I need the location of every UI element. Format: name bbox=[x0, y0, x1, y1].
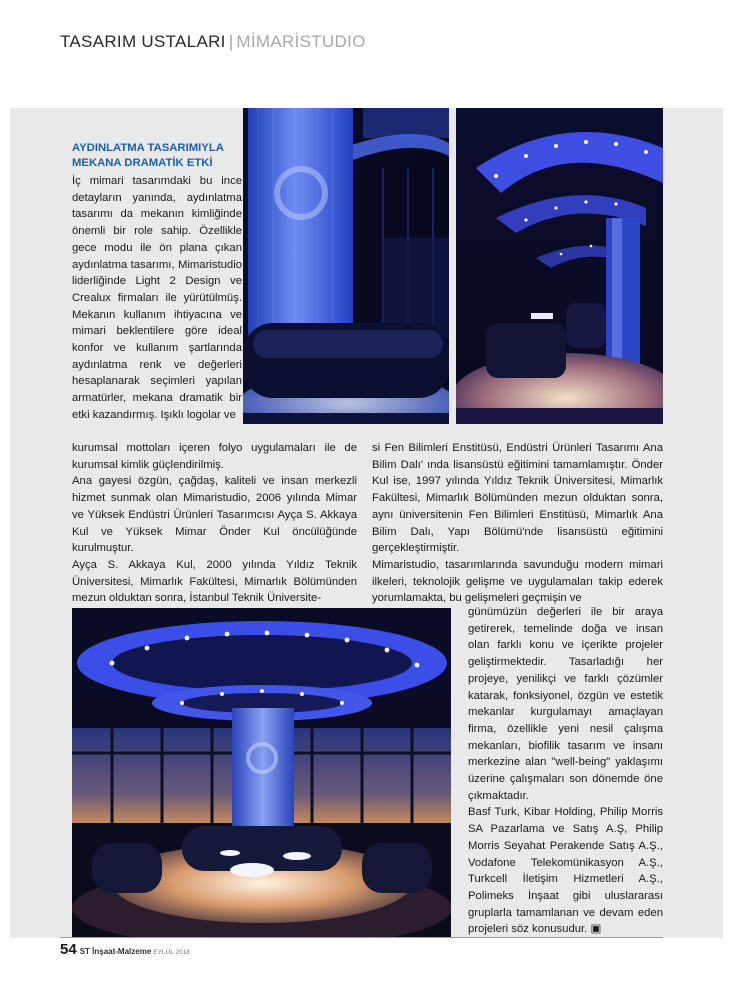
text-column-right-bottom bbox=[468, 604, 663, 938]
text-column-left-bottom bbox=[72, 440, 357, 607]
end-mark-icon: ▣ bbox=[590, 923, 602, 936]
paragraph: günümüzün değerleri ile bir araya getirerek, temelinde doğa ve insan olan farklı konu ve içerikte projeler geliştirmektedir. Tasarladığı her projeye, yenilikçi ve farklı çözümler katarak, fonksiyonel, özgün ve estetik mekanlar kurgulamayı amaçlayan firma, özellikle yeni nesil çalışma mekanları, biofilik tasarım ve insanı merkezine alan "well-being" yaklaşımı üzerine çalışmaları son dönemde öne çıkmaktadır. bbox=[468, 606, 663, 802]
paragraph: si Fen Bilimleri Enstitüsü, Endüstri Ürünleri Tasarımı Ana Bilim Dalı' ında lisansüstü eğitimini tamamlamıştır. Önder Kul ise, 1997 yılında Yıldız Teknik Üniversitesi, Mimarlık Fakültesi, Mimarlık Bölümünden mezun olduktan sonra, aynı üniversitenin Fen Bilimleri Enstitüsü, Mimarlık Ana Bilim Dalı, Yapı Bölümü'nde lisansüstü eğitimini gerçekleştirmiştir. bbox=[372, 442, 663, 555]
magazine-name: ST İnşaat-Malzeme bbox=[79, 947, 152, 956]
header-separator: | bbox=[228, 32, 234, 51]
paragraph: kurumsal mottoları içeren folyo uygulamaları ile de kurumsal kimlik güçlendirilmiş. bbox=[72, 442, 357, 471]
paragraph-text: Basf Turk, Kibar Holding, Philip Morris SA Pazarlama ve Satış A.Ş, Philip Morris Seyahat Perakende Satış A.Ş., Vodafone Telekomünikasyon A.Ş., Turkcell İletişim Hizmetleri A.Ş., Polimeks İnşaat gibi uluslararası gruplarla tamamlanan ve devam eden projeleri söz konusudur. bbox=[468, 806, 663, 936]
firm-name: MİMARİSTUDIO bbox=[236, 32, 366, 51]
heading-line-2: MEKANA DRAMATİK ETKİ bbox=[72, 157, 213, 169]
section-heading bbox=[72, 141, 242, 171]
photo-illuminated-column bbox=[243, 108, 449, 424]
page-number: 54 bbox=[60, 941, 77, 958]
heading-line-1: AYDINLATMA TASARIMIYLA bbox=[72, 142, 224, 154]
issue-date: EYLÜL 2018 bbox=[153, 949, 190, 956]
text-column-right-top bbox=[372, 440, 663, 607]
paragraph bbox=[468, 804, 663, 938]
footer-divider bbox=[60, 937, 663, 938]
paragraph: Ayça S. Akkaya Kul, 2000 yılında Yıldız Teknik Üniversitesi, Mimarlık Fakültesi, Mimarlık Bölümünden mezun olduktan sonra, İstanbul Teknik Üniversite- bbox=[72, 558, 357, 605]
paragraph: Mimaristudio, tasarımlarında savunduğu modern mimari ilkeleri, teknolojik gelişme ve uygulamaları takip ederek yorumlamakta, bu gelişmeleri geçmişin ve bbox=[372, 558, 663, 605]
page-footer bbox=[60, 941, 190, 959]
running-header bbox=[60, 32, 366, 52]
photo-lounge-ring-ceiling bbox=[72, 608, 451, 938]
section-title: TASARIM USTALARI bbox=[60, 32, 226, 51]
paragraph: İç mimari tasarımdaki bu ince detayların yanında, aydınlatma tasarımı da mekanın kimliğinde önemli bir role sahip. Özellikle gece modu ile ön plana çıkan aydınlatma tasarımı, Mimaristudio liderliğinde Light 2 Design ve Crealux firmaları ile yürütülmüş. Mekanın kullanım ihtiyacına ve mimari beklentilere göre ideal konfor ve kullanım şartlarında aydınlatma renk ve değerleri hesaplanarak seçimleri yapılan armatürler, mekana dramatik bir etki kazandırmış. Işıklı logolar ve bbox=[72, 175, 242, 421]
paragraph: Ana gayesi özgün, çağdaş, kaliteli ve insan merkezli hizmet sunmak olan Mimaristudio, 2006 yılında Mimar ve Yüksek Endüstri Ürünleri Tasarımcısı Ayça S. Akkaya Kul ve Yüksek Mimar Önder Kul öncülüğünde kurulmuştur. bbox=[72, 475, 357, 555]
photo-curved-ceiling-lounge bbox=[456, 108, 663, 424]
text-column-left-top bbox=[72, 173, 242, 424]
